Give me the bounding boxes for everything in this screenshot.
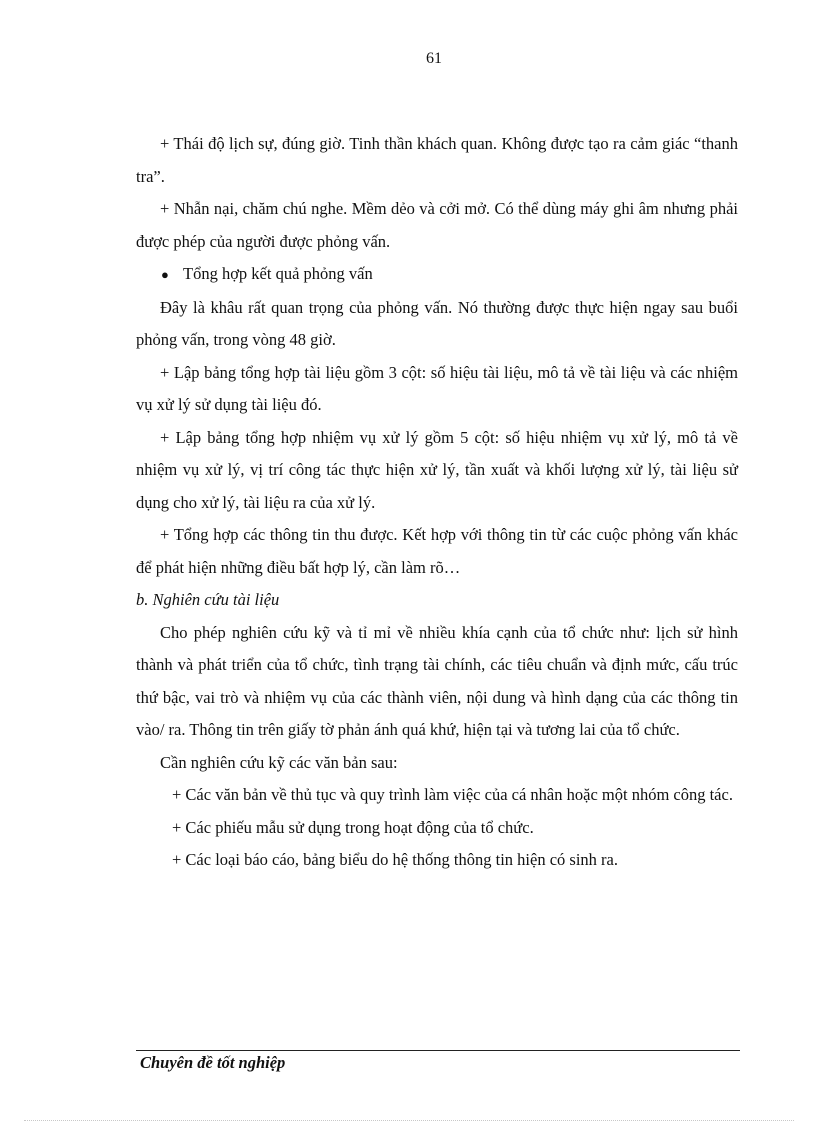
paragraph-documents-needed: Cần nghiên cứu kỹ các văn bản sau: (160, 752, 398, 772)
bullet-text: Tổng hợp kết quả phỏng vấn (183, 264, 373, 283)
paragraph-document-table: + Lập bảng tổng hợp tài liệu gồm 3 cột: số hiệu tài liệu, mô tả về tài liệu và các nhiệm vụ xử lý sử dụng tài liệu đó. (136, 362, 738, 414)
paragraph-reports: + Các loại báo cáo, bảng biểu do hệ thống thông tin hiện có sinh ra. (172, 850, 618, 869)
bullet-item (136, 258, 738, 292)
page-number: 61 (426, 50, 442, 67)
paragraph-forms: + Các phiếu mẫu sử dụng trong hoạt động của tổ chức. (172, 817, 534, 837)
paragraph-summary-intro: Đây là khâu rất quan trọng của phỏng vấn. Nó thường được thực hiện ngay sau buổi phỏng vấn, trong vòng 48 giờ. (136, 297, 738, 349)
document-body (136, 128, 738, 877)
footer-title: Chuyên đề tốt nghiệp (140, 1053, 286, 1072)
bullet-icon: ● (161, 267, 169, 282)
paragraph-document-study: Cho phép nghiên cứu kỹ và tỉ mỉ về nhiều khía cạnh của tổ chức như: lịch sử hình thành và phát triển của tổ chức, tình trạng tài chính, các tiêu chuẩn và định mức, cấu trúc thứ bậc, vai trò và nhiệm vụ của các thành viên, nội dung và hình dạng của các thông tin vào/ ra. Thông tin trên giấy tờ phản ánh quá khứ, hiện tại và tương lai của tổ chức. (136, 622, 738, 739)
paragraph-task-table: + Lập bảng tổng hợp nhiệm vụ xử lý gồm 5 cột: số hiệu nhiệm vụ xử lý, mô tả về nhiệm vụ xử lý, vị trí công tác thực hiện xử lý, tần xuất và khối lượng xử lý, tài liệu sử dụng cho xử lý, tài liệu ra của xử lý. (136, 427, 738, 512)
section-heading: b. Nghiên cứu tài liệu (136, 590, 280, 609)
page-bottom-edge (24, 1120, 794, 1121)
paragraph-synthesis: + Tổng hợp các thông tin thu được. Kết hợp với thông tin từ các cuộc phỏng vấn khác để phát hiện những điều bất hợp lý, cần làm rõ… (136, 525, 738, 577)
footer-divider (136, 1050, 740, 1051)
paragraph-procedures: + Các văn bản về thủ tục và quy trình làm việc của cá nhân hoặc một nhóm công tác. (172, 785, 733, 804)
paragraph-patience: + Nhẫn nại, chăm chú nghe. Mềm dẻo và cởi mở. Có thể dùng máy ghi âm nhưng phải được phép của người được phỏng vấn. (136, 199, 738, 251)
paragraph-attitude: + Thái độ lịch sự, đúng giờ. Tinh thần khách quan. Không được tạo ra cảm giác “thanh tra”. (136, 134, 738, 186)
